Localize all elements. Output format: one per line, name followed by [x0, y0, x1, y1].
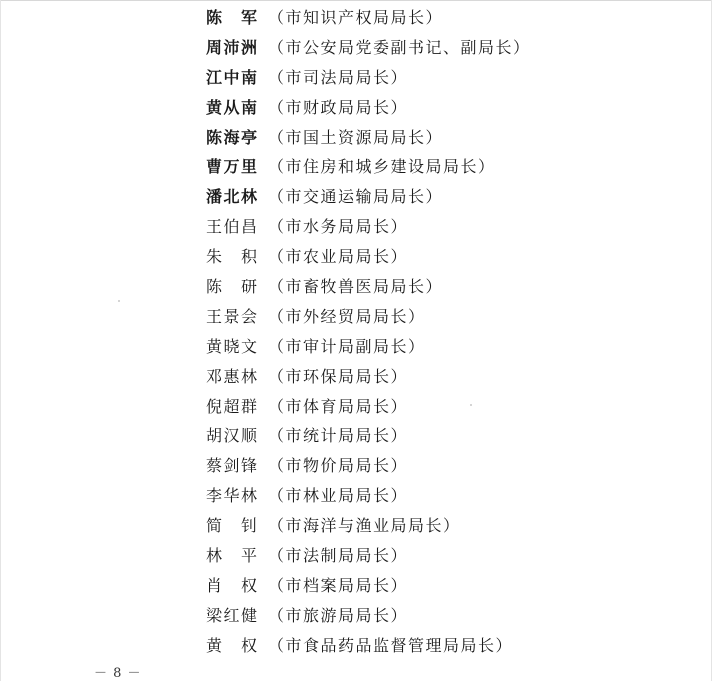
member-name: 陈海亭 [206, 127, 259, 147]
member-post: （市公安局党委副书记、副局长） [268, 37, 531, 57]
member-name: 王伯昌 [206, 217, 259, 237]
member-post: （市统计局局长） [268, 426, 409, 446]
member-name: 肖 权 [206, 575, 259, 595]
roster-row [206, 3, 531, 33]
roster-row [206, 362, 531, 392]
member-name: 王景会 [206, 306, 259, 326]
member-post: （市法制局局长） [268, 546, 409, 566]
member-name: 邓惠林 [206, 366, 259, 386]
member-post: （市档案局局长） [268, 575, 409, 595]
member-post: （市旅游局局长） [268, 605, 409, 625]
member-name: 黄晓文 [206, 336, 259, 356]
member-post: （市司法局局长） [268, 67, 409, 87]
member-post: （市物价局局长） [268, 456, 409, 476]
member-name: 陈 军 [206, 8, 259, 27]
member-name: 周沛洲 [206, 37, 259, 57]
member-post: （市国土资源局局长） [268, 127, 444, 147]
roster-row [206, 93, 531, 123]
member-name: 潘北林 [206, 187, 259, 207]
member-name: 简 钊 [206, 516, 259, 536]
roster-row [206, 33, 531, 63]
member-post: （市住房和城乡建设局局长） [268, 157, 496, 177]
member-post: （市外经贸局局长） [268, 306, 426, 326]
roster-row [206, 212, 531, 242]
page-number: － 8 － [94, 666, 142, 681]
member-post: （市审计局副局长） [268, 336, 426, 356]
member-post: （市林业局局长） [268, 486, 409, 506]
member-post: （市财政局局长） [268, 97, 409, 117]
roster-row [206, 601, 531, 631]
page-edge-top [0, 0, 712, 1]
member-name: 黄从南 [206, 97, 259, 117]
roster-row [206, 272, 531, 302]
roster-row [206, 152, 531, 182]
page-edge-left [0, 0, 1, 681]
member-name: 林 平 [206, 546, 259, 566]
roster-row [206, 631, 531, 661]
roster-row [206, 571, 531, 601]
member-name: 曹万里 [206, 157, 259, 177]
roster-row [206, 123, 531, 153]
member-name: 倪超群 [206, 396, 259, 416]
member-name: 朱 积 [206, 247, 259, 267]
scan-speck [118, 300, 120, 302]
roster-row [206, 332, 531, 362]
member-post: （市食品药品监督管理局局长） [268, 635, 514, 655]
member-roster [206, 3, 531, 661]
member-name: 蔡剑锋 [206, 456, 259, 476]
member-post: （市知识产权局局长） [268, 8, 444, 27]
member-name: 梁红健 [206, 605, 259, 625]
roster-row [206, 421, 531, 451]
roster-row [206, 481, 531, 511]
scan-speck [470, 404, 472, 406]
roster-row [206, 182, 531, 212]
member-post: （市交通运输局局长） [268, 187, 444, 207]
roster-row [206, 302, 531, 332]
member-post: （市体育局局长） [268, 396, 409, 416]
roster-row [206, 392, 531, 422]
member-name: 黄 权 [206, 635, 259, 655]
roster-row [206, 541, 531, 571]
member-name: 陈 研 [206, 277, 259, 297]
roster-row [206, 451, 531, 481]
member-name: 江中南 [206, 67, 259, 87]
member-name: 李华林 [206, 486, 259, 506]
member-post: （市环保局局长） [268, 366, 409, 386]
roster-row [206, 242, 531, 272]
member-post: （市畜牧兽医局局长） [268, 277, 444, 297]
roster-row [206, 63, 531, 93]
member-name: 胡汉顺 [206, 426, 259, 446]
member-post: （市水务局局长） [268, 217, 409, 237]
member-post: （市海洋与渔业局局长） [268, 516, 461, 536]
member-post: （市农业局局长） [268, 247, 409, 267]
roster-row [206, 511, 531, 541]
